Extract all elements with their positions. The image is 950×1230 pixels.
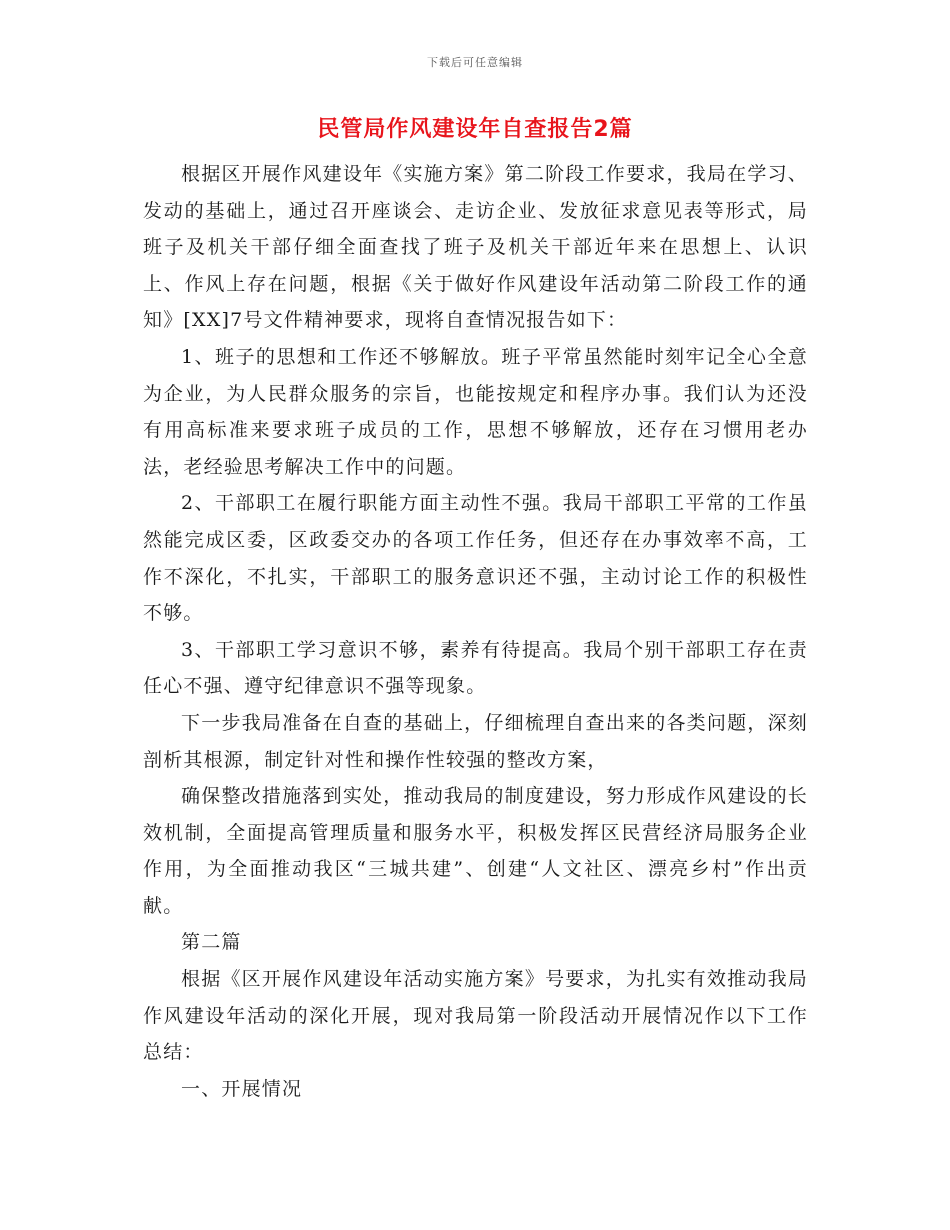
- document-title: 民管局作风建设年自查报告2篇: [317, 117, 633, 142]
- header-note: 下载后可任意编辑: [427, 56, 523, 69]
- paragraph-measures: 确保整改措施落到实处，推动我局的制度建设，努力形成作风建设的长效机制，全面提高管理质量和服务水平，积极发挥区民营经济局服务企业作用，为全面推动我区“三城共建”、创建“人文社区、漂亮乡村”作出贡献。: [143, 785, 808, 917]
- paragraph-intro: 根据区开展作风建设年《实施方案》第二阶段工作要求，我局在学习、发动的基础上，通过召开座谈会、走访企业、发放征求意见表等形式，局班子及机关干部仔细全面查找了班子及机关干部近年来在思想上、认识上、作风上存在问题，根据《关于做好作风建设年活动第二阶段工作的通知》[XX]7号文件精神要求，现将自查情况报告如下：: [143, 163, 808, 332]
- document-body: [143, 156, 808, 1107]
- section-heading-part-two: 第二篇: [181, 931, 242, 954]
- paragraph-item-3: 3、干部职工学习意识不够，素养有待提高。我局个别干部职工存在责任心不强、遵守纪律意识不强等现象。: [143, 638, 808, 698]
- paragraph-next-step: 下一步我局准备在自查的基础上，仔细梳理自查出来的各类问题，深刻剖析其根源，制定针对性和操作性较强的整改方案，: [143, 711, 808, 771]
- paragraph-part-two-intro: 根据《区开展作风建设年活动实施方案》号要求，为扎实有效推动我局作风建设年活动的深化开展，现对我局第一阶段活动开展情况作以下工作总结：: [143, 968, 808, 1064]
- section-heading-status: 一、开展情况: [181, 1077, 303, 1100]
- paragraph-item-2: 2、干部职工在履行职能方面主动性不强。我局干部职工平常的工作虽然能完成区委，区政委交办的各项工作任务，但还存在办事效率不高，工作不深化，不扎实，干部职工的服务意识还不强，主动讨论工作的积极性不够。: [143, 492, 808, 625]
- paragraph-item-1: 1、班子的思想和工作还不够解放。班子平常虽然能时刻牢记全心全意为企业，为人民群众服务的宗旨，也能按规定和程序办事。我们认为还没有用高标准来要求班子成员的工作，思想不够解放，还存在习惯用老办法，老经验思考解决工作中的问题。: [143, 345, 808, 478]
